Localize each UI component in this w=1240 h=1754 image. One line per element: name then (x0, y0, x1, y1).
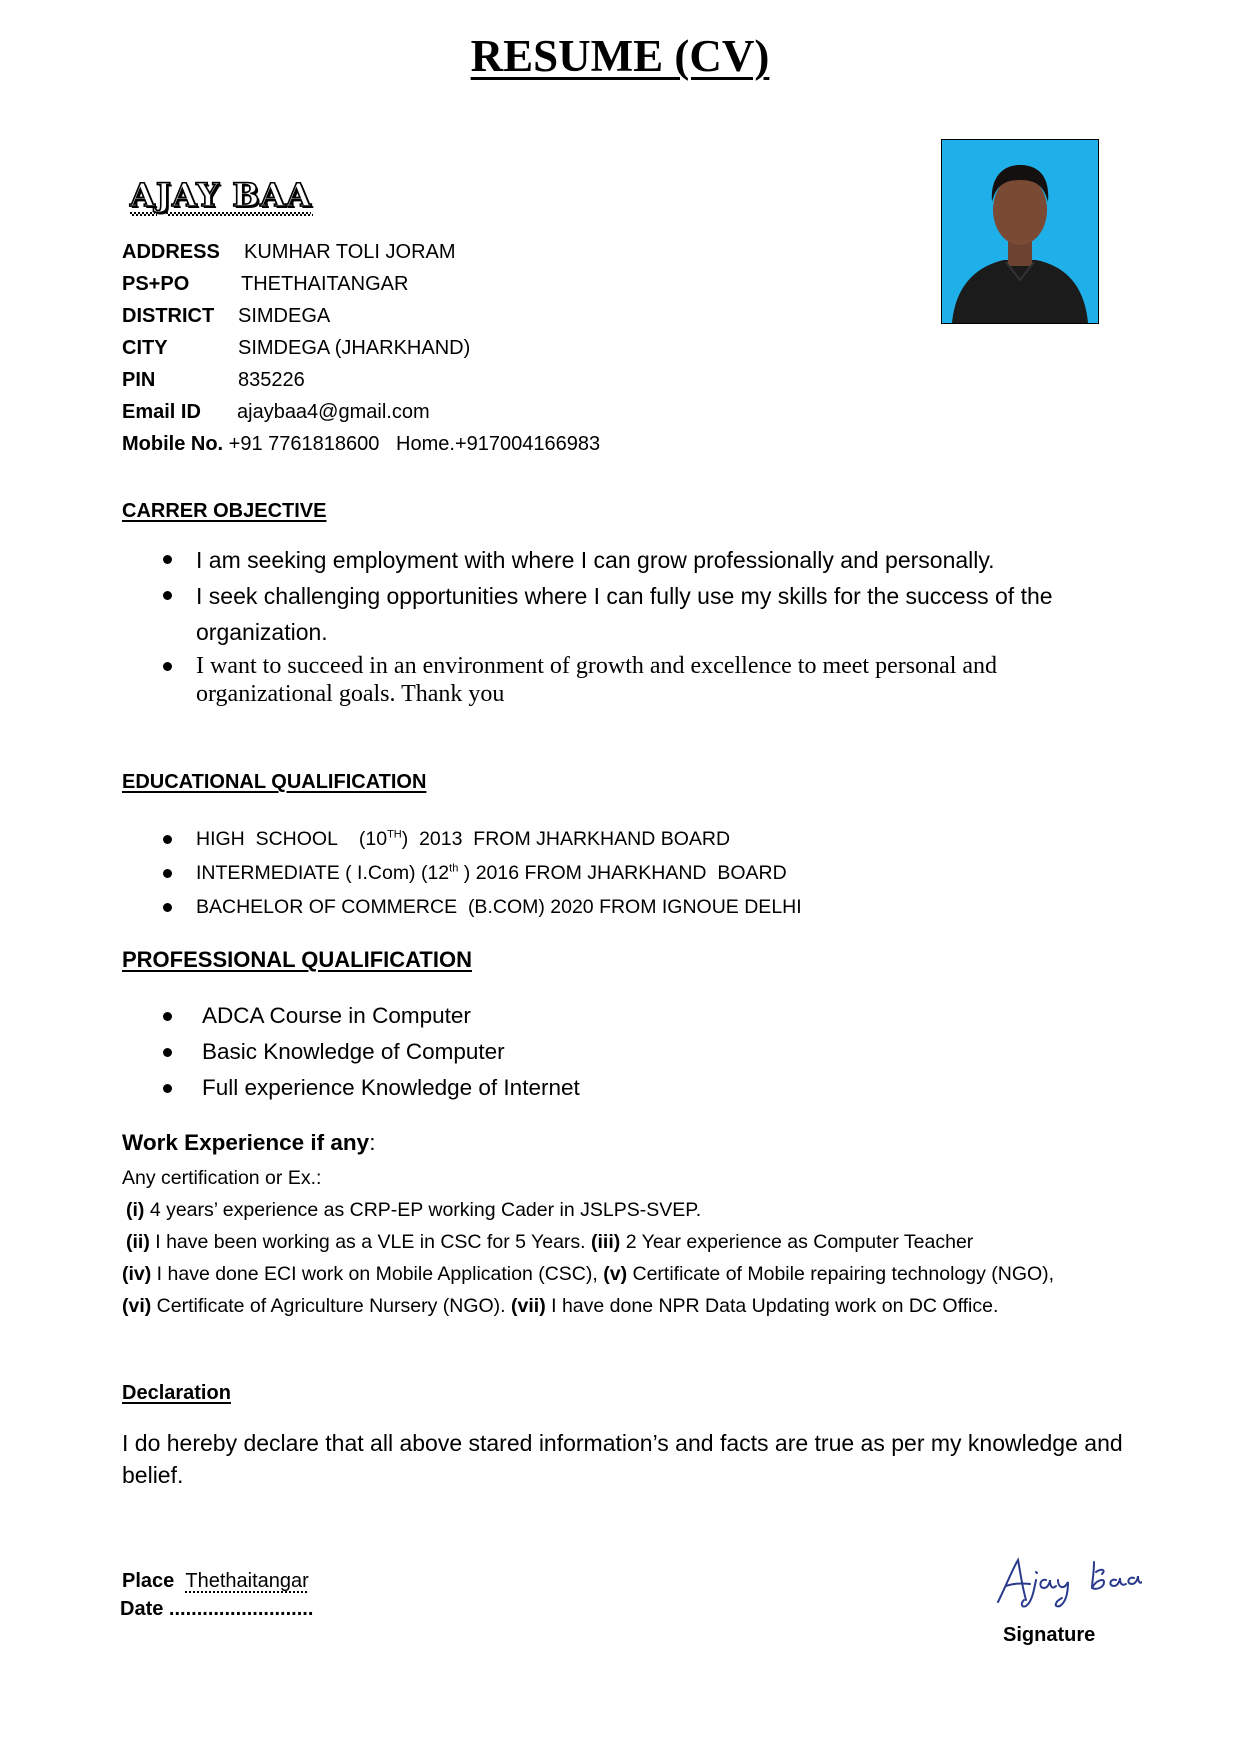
professional-heading: PROFESSIONAL QUALIFICATION (122, 947, 472, 972)
education-heading: EDUCATIONAL QUALIFICATION (122, 771, 427, 793)
list-item (196, 542, 1076, 578)
list-item (196, 890, 802, 924)
list-item (196, 822, 802, 856)
bullet-icon (163, 1012, 172, 1021)
list-item-text: Basic Knowledge of Computer (202, 1039, 505, 1064)
work-item-number: (vii) (511, 1295, 546, 1317)
objective-list (196, 542, 1076, 708)
work-item-number: (iii) (591, 1231, 621, 1253)
work-item-number: (vi) (122, 1295, 152, 1317)
contact-label: CITY (122, 337, 168, 359)
list-item-text: Full experience Knowledge of Internet (202, 1075, 580, 1100)
bullet-icon (163, 1084, 172, 1093)
declaration-text: I do hereby declare that all above stared information’s and facts are true as per my knowledge and belief. (122, 1430, 1123, 1488)
contact-value: ajaybaa4@gmail.com (237, 401, 430, 423)
edu-superscript: TH (387, 828, 402, 841)
signature-icon (992, 1550, 1142, 1610)
work-item-text: I have been working as a VLE in CSC for 5 Years. (155, 1231, 586, 1253)
list-item-text: I seek challenging opportunities where I can fully use my skills for the success of the organization. (196, 583, 1053, 645)
contact-value: SIMDEGA (238, 305, 331, 327)
page-title: RESUME (CV) (470, 31, 770, 81)
list-item (202, 998, 580, 1034)
date-label: Date (120, 1598, 164, 1620)
place-field (122, 1570, 309, 1593)
bullet-icon (163, 662, 172, 671)
edu-text: ) 2013 FROM JHARKHAND BOARD (401, 828, 731, 850)
list-item (196, 578, 1076, 650)
contact-value: THETHAITANGAR (241, 273, 409, 295)
list-item-text: ADCA Course in Computer (202, 1003, 471, 1028)
contact-label: Mobile No. (122, 433, 224, 455)
edu-text: ) 2016 FROM JHARKHAND BOARD (458, 862, 787, 884)
list-item-text: I am seeking employment with where I can grow professionally and personally. (196, 547, 995, 573)
work-line (126, 1194, 701, 1226)
work-item-text: I have done NPR Data Updating work on DC Office. (551, 1295, 999, 1317)
bullet-icon (163, 869, 172, 878)
place-label: Place (122, 1570, 175, 1592)
list-item-text: I want to succeed in an environment of growth and excellence to meet personal and organizational goals. Thank you (196, 653, 998, 707)
person-silhouette-icon (942, 140, 1098, 323)
contact-label: PIN (122, 369, 156, 391)
date-value: .......................... (168, 1598, 314, 1620)
professional-list (202, 998, 580, 1106)
contact-value: +91 7761818600 Home.+917004166983 (228, 433, 601, 455)
signature-label: Signature (1003, 1624, 1096, 1646)
profile-photo (941, 139, 1099, 324)
edu-superscript: th (449, 862, 459, 875)
bullet-icon (163, 835, 172, 844)
contact-label: DISTRICT (122, 305, 215, 327)
work-line (122, 1258, 1054, 1290)
contact-row-district (122, 301, 331, 331)
contact-row-pin (122, 365, 305, 395)
contact-label: ADDRESS (122, 241, 220, 263)
work-item-text: I have done ECI work on Mobile Application (CSC), (156, 1263, 598, 1285)
bullet-icon (163, 1048, 172, 1057)
contact-row-city (122, 333, 471, 363)
work-line (122, 1290, 998, 1322)
contact-value: SIMDEGA (JHARKHAND) (238, 337, 471, 359)
contact-row-email (122, 397, 430, 427)
work-item-number: (v) (603, 1263, 628, 1285)
work-item-text: Certificate of Agriculture Nursery (NGO). (156, 1295, 506, 1317)
work-item-number: (ii) (126, 1231, 150, 1253)
objective-heading: CARRER OBJECTIVE (122, 500, 327, 522)
work-heading (122, 1130, 375, 1156)
work-item-text: Certificate of Mobile repairing technology (NGO), (632, 1263, 1055, 1285)
candidate-name: AJAY BAA (130, 176, 312, 214)
work-heading-suffix: : (369, 1130, 376, 1155)
bullet-icon (163, 555, 172, 564)
work-item-text: 2 Year experience as Computer Teacher (625, 1231, 974, 1253)
education-list (196, 822, 802, 924)
work-line (126, 1226, 973, 1258)
date-field (120, 1598, 313, 1621)
declaration-heading: Declaration (122, 1382, 231, 1404)
contact-value: KUMHAR TOLI JORAM (244, 241, 456, 263)
work-heading-text: Work Experience if any (122, 1130, 370, 1155)
bullet-icon (163, 591, 172, 600)
list-item (196, 856, 802, 890)
contact-value: 835226 (238, 369, 305, 391)
contact-row-pspo (122, 269, 409, 299)
bullet-icon (163, 903, 172, 912)
list-item (196, 652, 1076, 708)
work-subheading: Any certification or Ex.: (122, 1167, 322, 1189)
contact-label: Email ID (122, 401, 201, 423)
contact-label: PS+PO (122, 273, 190, 295)
edu-text: HIGH SCHOOL (10 (196, 828, 388, 850)
work-item-text: 4 years’ experience as CRP-EP working Cader in JSLPS-SVEP. (149, 1199, 702, 1221)
work-item-number: (iv) (122, 1263, 152, 1285)
list-item (202, 1070, 580, 1106)
contact-row-mobile (122, 429, 600, 459)
contact-row-address (122, 237, 456, 267)
list-item (202, 1034, 580, 1070)
work-item-number: (i) (126, 1199, 145, 1221)
edu-text: INTERMEDIATE ( I.Com) (12 (196, 862, 450, 884)
place-value: Thethaitangar (185, 1570, 309, 1592)
edu-text: BACHELOR OF COMMERCE (B.COM) 2020 FROM IGNOUE DELHI (196, 896, 802, 918)
signature (992, 1550, 1142, 1610)
